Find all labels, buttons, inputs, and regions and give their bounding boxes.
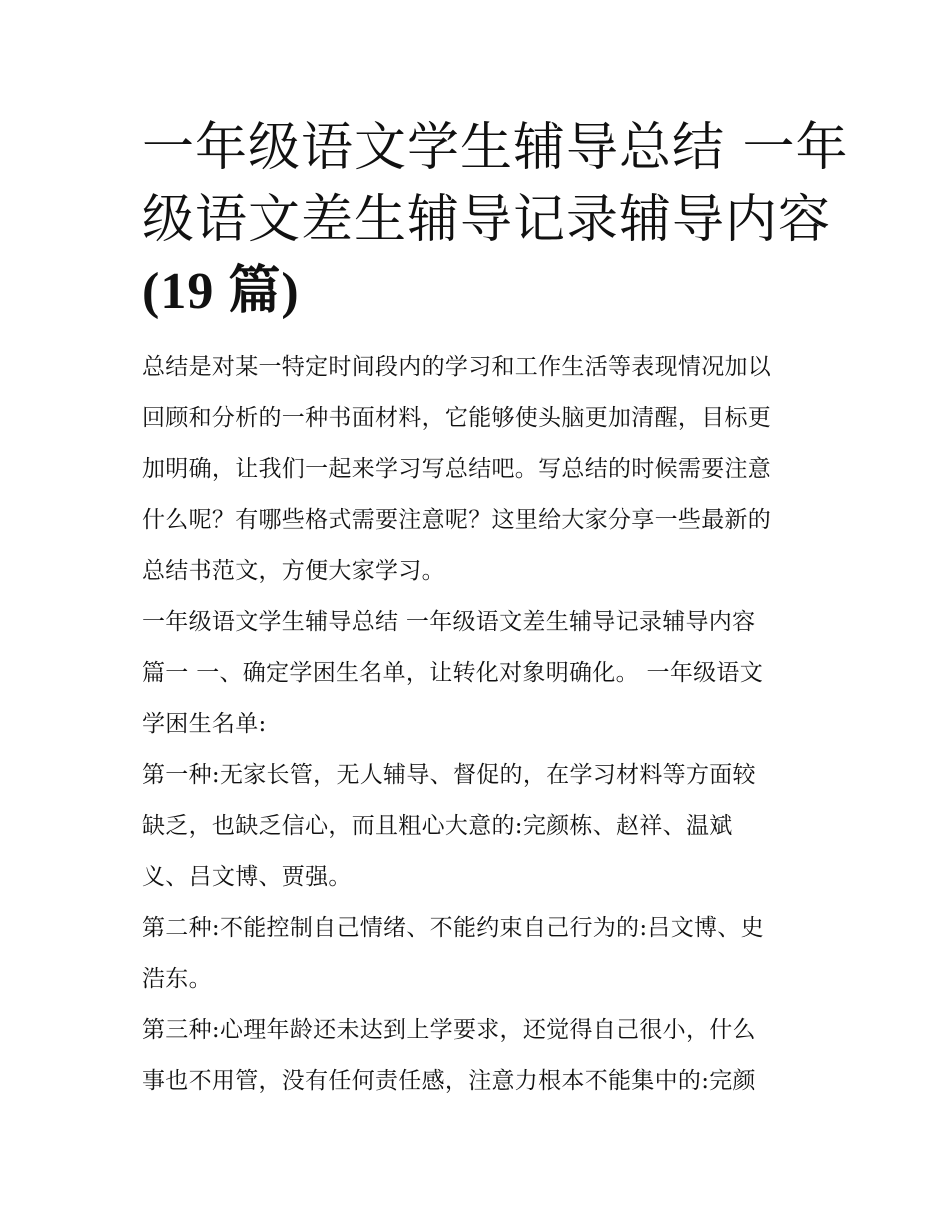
paragraph-line: 回顾和分析的一种书面材料，它能够使头脑更加清醒，目标更 [142,405,772,431]
title-line: 一年级语文学生辅导总结 一年 [142,118,849,178]
paragraph-line: 浩东。 [142,966,212,992]
paragraph-line: 总结是对某一特定时间段内的学习和工作生活等表现情况加以 [142,354,772,380]
paragraph-line: 篇一 一、确定学困生名单，让转化对象明确化。 一年级语文 [142,660,764,686]
intro-paragraph [142,342,817,597]
section-heading-paragraph [142,597,817,750]
paragraph-line: 第一种:无家长管，无人辅导、督促的，在学习材料等方面较 [142,762,756,788]
paragraph-line: 缺乏，也缺乏信心，而且粗心大意的:完颜栋、赵祥、温斌 [142,813,733,839]
document-title [142,112,849,328]
paragraph-line: 什么呢？有哪些格式需要注意呢？这里给大家分享一些最新的 [142,507,772,533]
paragraph-line: 事也不用管，没有任何责任感，注意力根本不能集中的:完颜 [142,1068,756,1094]
title-line: (19 篇) [142,263,300,320]
type1-paragraph [142,750,817,903]
paragraph-line: 总结书范文，方便大家学习。 [142,558,445,584]
paragraph-line: 一年级语文学生辅导总结 一年级语文差生辅导记录辅导内容 [142,609,756,635]
paragraph-line: 第二种:不能控制自己情绪、不能约束自己行为的:吕文博、史 [142,915,764,941]
type3-paragraph [142,1005,817,1107]
paragraph-line: 第三种:心理年龄还未达到上学要求，还觉得自己很小，什么 [142,1017,756,1043]
paragraph-line: 加明确，让我们一起来学习写总结吧。写总结的时候需要注意 [142,456,772,482]
paragraph-line: 学困生名单: [142,711,267,737]
paragraph-line: 义、吕文博、贾强。 [142,864,352,890]
title-line: 级语文差生辅导记录辅导内容 [142,190,832,250]
type2-paragraph [142,903,817,1005]
